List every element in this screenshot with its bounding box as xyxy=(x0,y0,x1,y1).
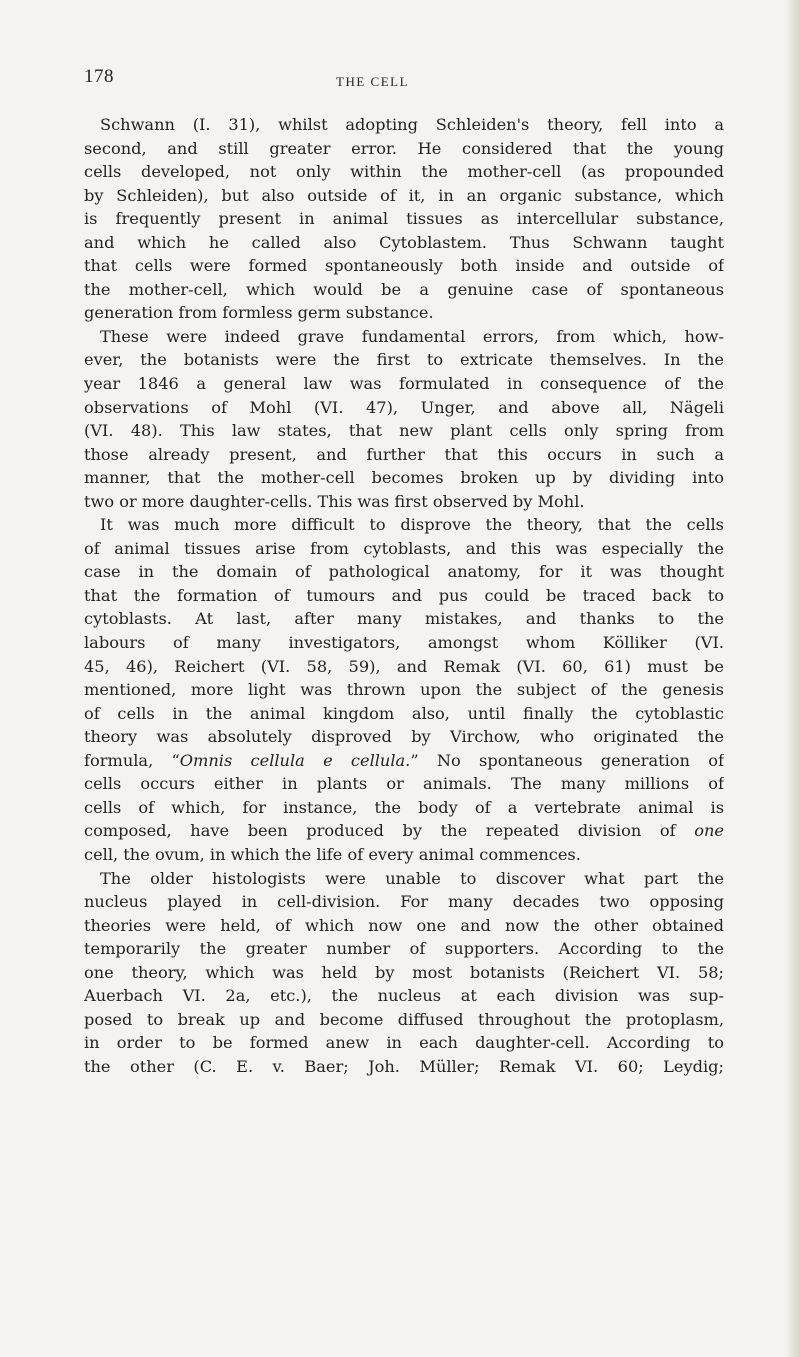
formula-before: formula, “ xyxy=(84,750,180,770)
text-line: The older histologists were unable to discover what part the xyxy=(100,868,724,888)
text-line: that cells were formed spontaneously both inside and outside of xyxy=(84,256,724,276)
running-title: THE CELL xyxy=(336,74,410,89)
page-header xyxy=(84,66,724,90)
page-edge-shadow xyxy=(786,0,800,1357)
text-line: Auerbach VI. 2a, etc.), the nucleus at each division was sup- xyxy=(84,986,724,1006)
text-line: second, and still greater error. He considered that the young xyxy=(84,138,724,158)
emphasis-one: one xyxy=(694,821,724,841)
text-line: is frequently present in animal tissues as intercellular substance, xyxy=(84,209,724,229)
page-number: 178 xyxy=(84,66,114,87)
text-line: the other (C. E. v. Baer; Joh. Müller; Remak VI. 60; Leydig; xyxy=(84,1056,724,1076)
text-line: observations of Mohl (VI. 47), Unger, and above all, Nägeli xyxy=(84,397,724,417)
text-line: It was much more difficult to disprove the theory, that the cells xyxy=(100,515,724,535)
text-line-one xyxy=(84,819,724,843)
text-line: two or more daughter-cells. This was first observed by Mohl. xyxy=(84,491,585,511)
text-line: of cells in the animal kingdom also, until finally the cytoblastic xyxy=(84,703,724,723)
text-line: of animal tissues arise from cytoblasts, and this was especially the xyxy=(84,538,724,558)
body-text xyxy=(84,113,724,1078)
line-text: composed, have been produced by the repeated division of xyxy=(84,821,676,841)
text-line: year 1846 a general law was formulated in consequence of the xyxy=(84,374,724,394)
text-line: one theory, which was held by most botanists (Reichert VI. 58; xyxy=(84,962,724,982)
text-line: theory was absolutely disproved by Virchow, who originated the xyxy=(84,727,724,747)
text-line: cells of which, for instance, the body of a vertebrate animal is xyxy=(84,797,724,817)
text-line: cells developed, not only within the mother-cell (as propounded xyxy=(84,162,724,182)
text-line: case in the domain of pathological anatomy, for it was thought xyxy=(84,562,724,582)
text-line: (VI. 48). This law states, that new plant cells only spring from xyxy=(84,421,724,441)
text-line: by Schleiden), but also outside of it, in an organic substance, which xyxy=(84,185,724,205)
text-line: These were indeed grave fundamental errors, from which, how- xyxy=(100,326,724,346)
text-line: Schwann (I. 31), whilst adopting Schleiden's theory, fell into a xyxy=(100,115,724,134)
formula-after: ” No spontaneous generation of xyxy=(410,750,724,770)
text-line: cells occurs either in plants or animals. The many millions of xyxy=(84,774,724,794)
text-line: theories were held, of which now one and now the other obtained xyxy=(84,915,724,935)
text-line: in order to be formed anew in each daughter-cell. According to xyxy=(84,1033,724,1053)
text-line: those already present, and further that this occurs in such a xyxy=(84,444,724,464)
text-line-formula xyxy=(84,749,724,773)
text-line: cytoblasts. At last, after many mistakes, and thanks to the xyxy=(84,609,724,629)
text-line: the mother-cell, which would be a genuine case of spontaneous xyxy=(84,279,724,299)
text-line: posed to break up and become diffused throughout the protoplasm, xyxy=(84,1009,724,1029)
formula-italic: Omnis cellula e cellula. xyxy=(179,750,411,770)
text-line: ever, the botanists were the first to extricate themselves. In the xyxy=(84,350,724,370)
text-line: that the formation of tumours and pus could be traced back to xyxy=(84,585,724,605)
text-line: generation from formless germ substance. xyxy=(84,303,434,323)
text-line: cell, the ovum, in which the life of every animal commences. xyxy=(84,844,581,864)
text-line: manner, that the mother-cell becomes broken up by dividing into xyxy=(84,468,724,488)
text-line: and which he called also Cytoblastem. Thus Schwann taught xyxy=(84,232,724,252)
text-line: mentioned, more light was thrown upon the subject of the genesis xyxy=(84,680,724,700)
text-line: labours of many investigators, amongst whom Kölliker (VI. xyxy=(84,633,724,653)
text-line: temporarily the greater number of supporters. According to the xyxy=(84,939,724,959)
text-line: nucleus played in cell-division. For many decades two opposing xyxy=(84,892,724,912)
text-line: 45, 46), Reichert (VI. 58, 59), and Remak (VI. 60, 61) must be xyxy=(84,656,724,676)
